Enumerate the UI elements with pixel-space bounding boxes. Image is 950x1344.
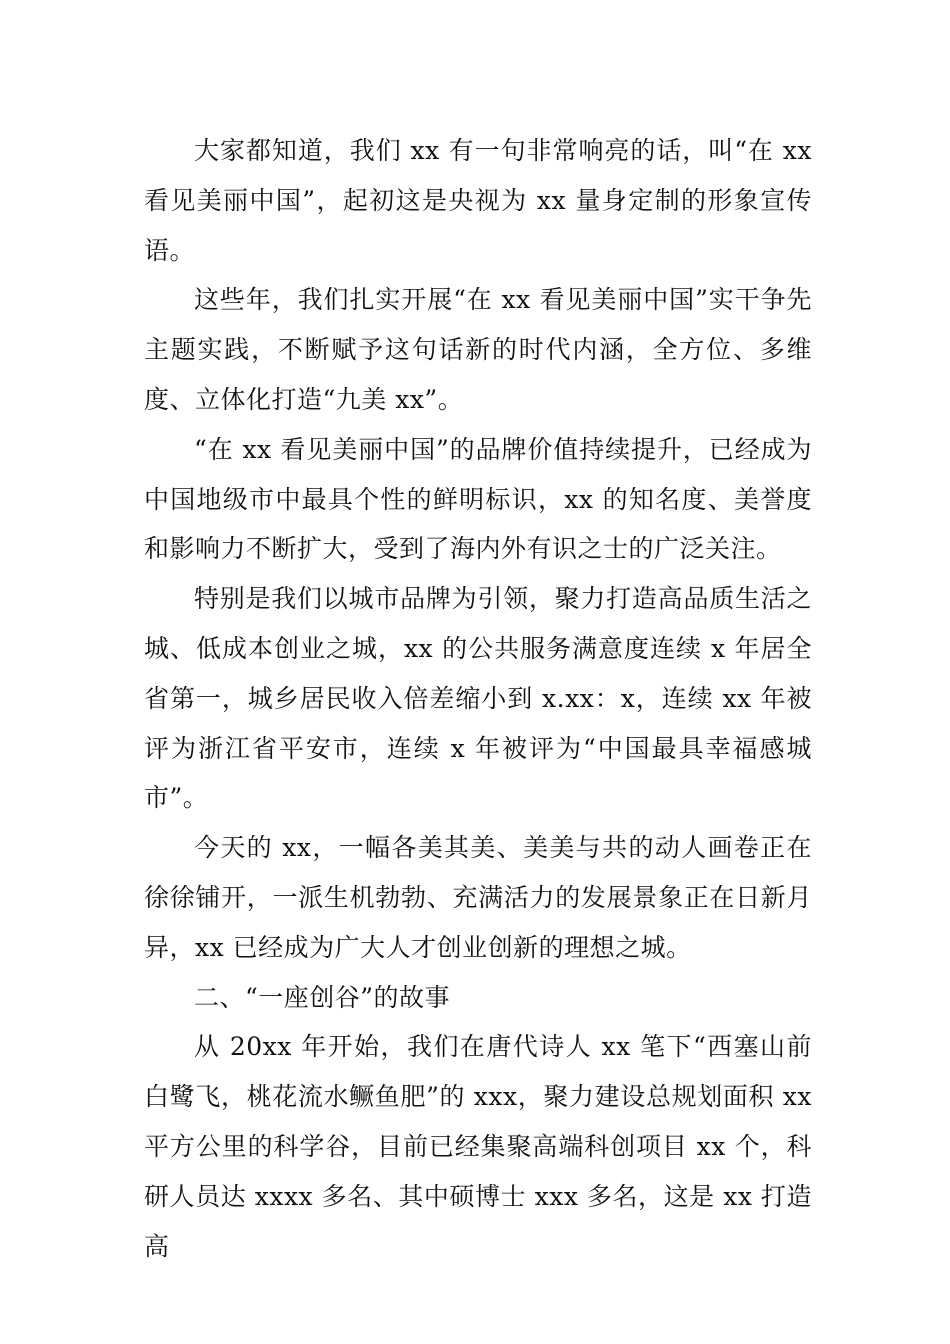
document-body xyxy=(144,126,812,1271)
section-heading: 二、“一座创谷”的故事 xyxy=(194,982,451,1012)
paragraph-2: 这些年，我们扎实开展“在 xx 看见美丽中国”实干争先主题实践，不断赋予这句话新的时代内涵，全方位、多维度、立体化打造“九美 xx”。 xyxy=(144,285,812,414)
paragraph-4: 特别是我们以城市品牌为引领，聚力打造高品质生活之城、低成本创业之城，xx 的公共服务满意度连续 x 年居全省第一，城乡居民收入倍差缩小到 x.xx：x，连续 xx 年被评为浙江省平安市，连续 x 年被评为“中国最具幸福感城市”。 xyxy=(144,584,812,813)
paragraph-5: 今天的 xx，一幅各美其美、美美与共的动人画卷正在徐徐铺开，一派生机勃勃、充满活力的发展景象正在日新月异，xx 已经成为广大人才创业创新的理想之城。 xyxy=(144,833,812,962)
paragraph-1: 大家都知道，我们 xx 有一句非常响亮的话，叫“在 xx 看见美丽中国”，起初这是央视为 xx 量身定制的形象宣传语。 xyxy=(144,136,812,265)
paragraph-3: “在 xx 看见美丽中国”的品牌价值持续提升，已经成为中国地级市中最具个性的鲜明标识，xx 的知名度、美誉度和影响力不断扩大，受到了海内外有识之士的广泛关注。 xyxy=(144,434,812,564)
section-paragraph-1: 从 20xx 年开始，我们在唐代诗人 xx 笔下“西塞山前白鹭飞，桃花流水鳜鱼肥”的 xxx，聚力建设总规划面积 xx 平方公里的科学谷，目前已经集聚高端科创项目 xx 个，科研人员达 xxxx 多名、其中硕博士 xxx 多名，这是 xx 打造高 xyxy=(144,1032,812,1261)
